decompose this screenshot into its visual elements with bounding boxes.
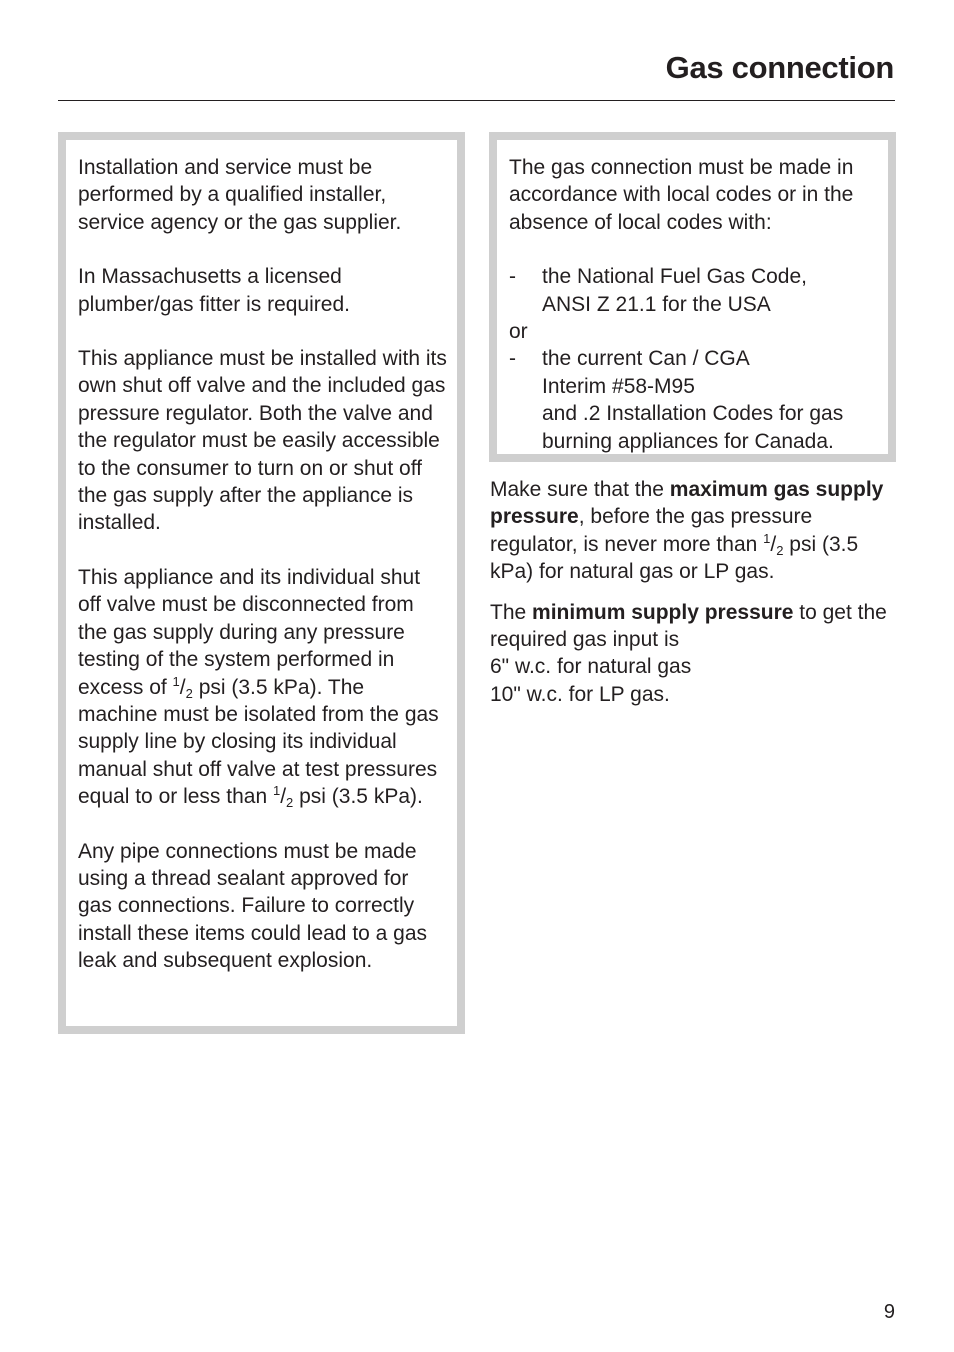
left-notice-box — [58, 132, 465, 1034]
codes-intro: The gas connection must be made in accordance with local codes or in the absence of local codes with: — [509, 156, 854, 234]
half-fraction: $^1/_2$ — [763, 530, 784, 558]
header-divider — [58, 100, 895, 101]
shutoff-valve-paragraph: This appliance must be installed with its own shut off valve and the included gas pressure regulator. Both the valve and the regulator must be easily accessible to the consumer to turn on or shut off the gas supply after the appliance is installed. — [78, 347, 447, 535]
lp-gas-value: 10" w.c. for LP gas. — [490, 682, 670, 706]
pipe-connections-paragraph: Any pipe connections must be made using a thread sealant approved for gas connections. Failure to correctly install these items could lead to a gas leak and subsequent explosion. — [78, 839, 428, 973]
supply-pressure-section — [490, 476, 890, 708]
pressure-testing-text-c: psi (3.5 kPa). — [293, 785, 423, 809]
max-pressure-paragraph: Make sure that the maximum gas supply pressure, before the gas pressure regulator, is never more than $^1/_2$ psi (3.5 kPa) for natural gas or LP gas. — [490, 478, 884, 584]
codes-list — [509, 263, 878, 318]
installer-paragraph: Installation and service must be performed by a qualified installer, service agency or the gas supplier. — [78, 156, 402, 234]
page-title: Gas connection — [665, 50, 894, 85]
min-pressure-term: minimum supply pressure — [532, 600, 794, 624]
half-fraction: $^1/_2$ — [172, 673, 193, 701]
pressure-testing-paragraph — [78, 564, 447, 811]
pressure-testing-text-b: psi (3.5 kPa). The machine must be isolated from the gas supply line by closing its individual manual shut off valve at test pressures equal to or less than — [78, 675, 439, 809]
or-separator: or — [509, 320, 528, 344]
page-number: 9 — [883, 1301, 895, 1323]
min-pressure-paragraph: The minimum supply pressure to get the required gas input is 6" w.c. for natural gas 10" w.c. for LP gas. — [490, 600, 887, 706]
dash-bullet: - — [509, 347, 516, 371]
massachusetts-paragraph: In Massachusetts a licensed plumber/gas fitter is required. — [78, 265, 350, 316]
list-item: - the current Can / CGA Interim #58-M95 and .2 Installation Codes for gas burning appliances for Canada. — [509, 347, 844, 453]
dash-bullet: - — [509, 265, 516, 289]
max-pressure-term: maximum gas supply pressure — [490, 478, 884, 529]
natural-gas-value: 6" w.c. for natural gas — [490, 655, 692, 679]
pressure-testing-text-a: This appliance and its individual shut off valve must be disconnected from the gas supply during any pressure testing of the system performed in excess of — [78, 565, 421, 699]
half-fraction: $^1/_2$ — [272, 783, 294, 811]
codes-list-canada — [509, 345, 878, 455]
list-item: - the National Fuel Gas Code, ANSI Z 21.1 for the USA — [509, 265, 807, 316]
right-codes-box — [489, 132, 896, 462]
